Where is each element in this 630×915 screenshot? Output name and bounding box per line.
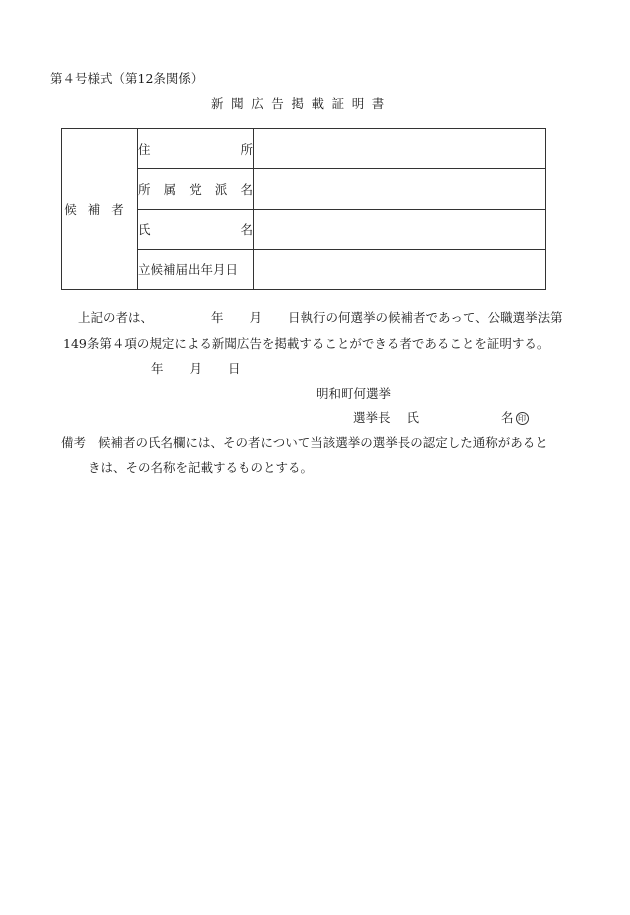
label-name-part: 氏	[138, 222, 151, 238]
label-name	[138, 209, 254, 249]
seal-mark: 印	[516, 412, 529, 425]
certification-line-1	[78, 308, 563, 326]
note-text: 候補者の氏名欄には、その者について当該選挙の選挙長の認定した通称があると	[98, 435, 548, 450]
date-day: 日	[228, 361, 241, 376]
date-month: 月	[189, 361, 203, 376]
document-title: 新聞広告掲載証明書	[211, 96, 392, 111]
issuer-name-label: 氏	[406, 410, 420, 425]
label-party-part: 派	[214, 181, 228, 197]
value-name[interactable]	[254, 209, 546, 249]
label-party	[138, 169, 254, 209]
issuer-title: 選挙長	[353, 410, 391, 425]
label-party-part: 属	[163, 181, 177, 197]
issue-date	[151, 359, 241, 377]
form-number: 第４号様式（第12条関係）	[50, 71, 204, 86]
body-month: 月	[249, 310, 263, 325]
note-label: 備考	[61, 435, 87, 450]
label-name-part: 名	[240, 222, 253, 238]
body-text: 上記の者は、	[78, 310, 154, 325]
label-filing-date-text: 立候補届出年月日	[138, 262, 239, 278]
date-year: 年	[151, 361, 164, 376]
value-address[interactable]	[254, 129, 546, 169]
body-year: 年	[211, 310, 224, 325]
note-line-1	[61, 433, 548, 451]
value-party[interactable]	[254, 169, 546, 209]
certification-line-2: 149条第４項の規定による新聞広告を掲載することができる者であることを証明する。	[63, 336, 550, 351]
label-address-part: 住	[138, 141, 151, 157]
group-label-candidate: 候補者	[62, 129, 138, 290]
note-line-2: きは、その名称を記載するものとする。	[88, 460, 314, 475]
label-filing-date	[138, 249, 254, 289]
label-party-part: 党	[189, 181, 202, 197]
label-party-part: 名	[240, 181, 253, 197]
value-filing-date[interactable]	[254, 249, 546, 289]
issuer-seal-label: 名	[501, 410, 514, 425]
label-address-part: 所	[240, 141, 253, 157]
label-party-part: 所	[138, 181, 151, 197]
issuer-organization: 明和町何選挙	[316, 386, 392, 401]
label-address	[138, 129, 254, 169]
body-text: 日執行の何選挙の候補者であって、公職選挙法第	[288, 310, 563, 325]
candidate-table	[61, 128, 546, 290]
issuer-line	[353, 408, 529, 426]
